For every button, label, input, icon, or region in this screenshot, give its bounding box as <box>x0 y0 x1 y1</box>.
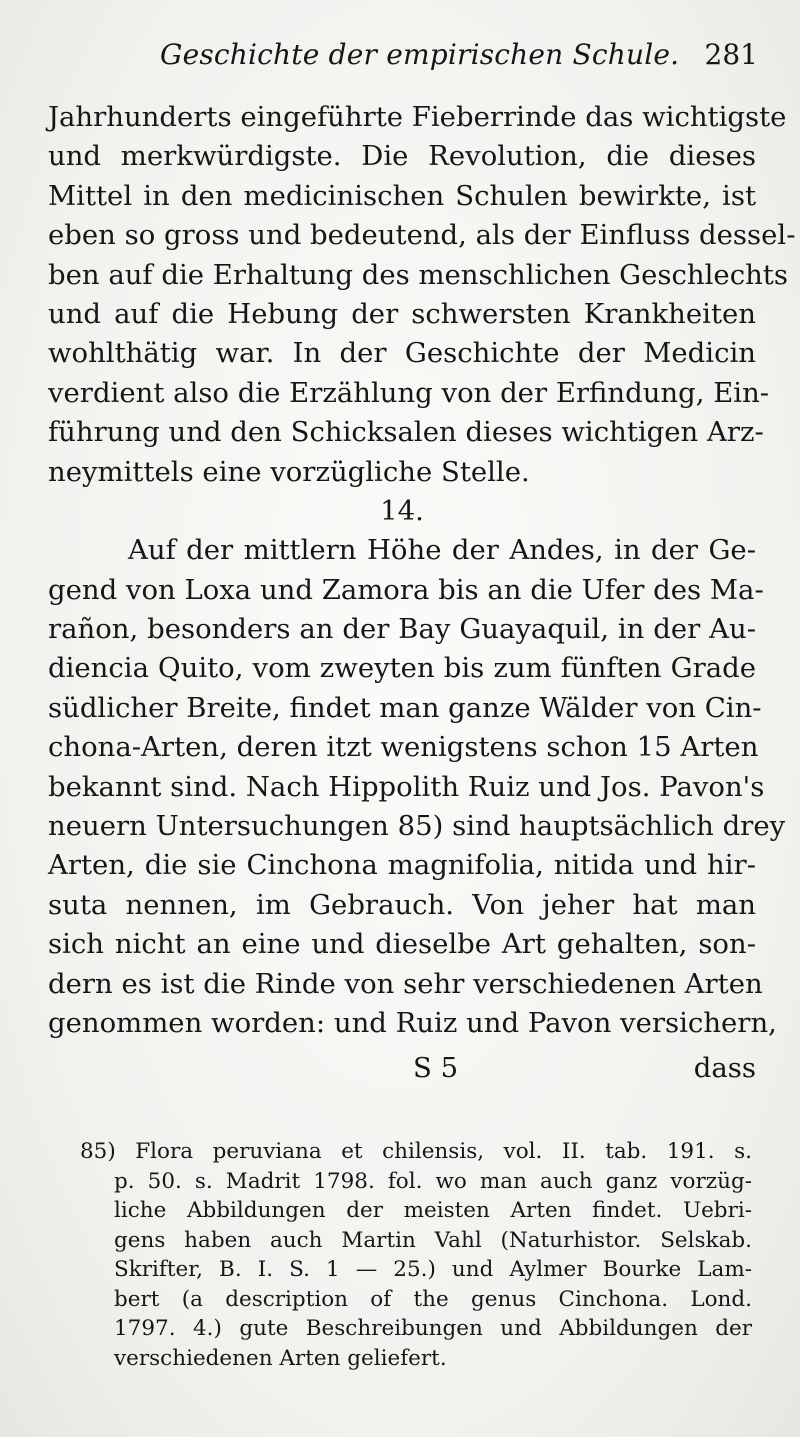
text-line: diencia Quito, vom zweyten bis zum fünften Grade <box>48 652 756 685</box>
text-line: Mittel in den medicinischen Schulen bewirkte, ist <box>48 179 756 212</box>
text-line: eben so gross und bedeutend, als der Einfluss dessel- <box>48 219 796 252</box>
footnote-line: gens haben auch Martin Vahl (Naturhistor. Selskab. <box>114 1227 752 1253</box>
signature-mark: S 5 <box>413 1052 459 1084</box>
page-number: 281 <box>704 38 758 71</box>
text-line: südlicher Breite, findet man ganze Wälder von Cin- <box>48 691 762 724</box>
text-line: Arten, die sie Cinchona magnifolia, nitida und hir- <box>48 849 756 882</box>
text-line: neymittels eine vorzügliche Stelle. <box>48 455 530 488</box>
running-title: Geschichte der empirischen Schule. <box>160 38 680 71</box>
text-line: bekannt sind. Nach Hippolith Ruiz und Jos. Pavon's <box>48 770 765 803</box>
text-line: ben auf die Erhaltung des menschlichen Geschlechts <box>48 258 788 291</box>
text-line: neuern Untersuchungen 85) sind hauptsächlich drey <box>48 810 786 843</box>
text-line: chona-Arten, deren itzt wenigstens schon 15 Arten <box>48 731 759 764</box>
footnote-line: Skrifter, B. I. S. 1 — 25.) und Aylmer Bourke Lam- <box>114 1257 752 1282</box>
text-line: wohlthätig war. In der Geschichte der Medicin <box>48 337 756 370</box>
text-line: führung und den Schicksalen dieses wichtigen Arz- <box>48 416 764 449</box>
signature-line <box>48 1052 756 1092</box>
footnote-line: 85) Flora peruviana et chilensis, vol. II. tab. 191. s. <box>80 1139 752 1164</box>
footnote-line: p. 50. s. Madrit 1798. fol. wo man auch ganz vorzüg- <box>114 1168 752 1194</box>
text-line: dern es ist die Rinde von sehr verschiedenen Arten <box>48 967 763 1000</box>
text-line: Auf der mittlern Höhe der Andes, in der Ge- <box>128 534 756 567</box>
catchword: dass <box>693 1052 756 1084</box>
text-line: Jahrhunderts eingeführte Fieberrinde das wichtigste <box>48 101 787 133</box>
footnote-line: bert (a description of the genus Cinchona. Lond. <box>114 1286 752 1312</box>
footnote-line: liche Abbildungen der meisten Arten findet. Uebri- <box>114 1198 752 1223</box>
footnote-block <box>80 1137 752 1373</box>
text-line: suta nennen, im Gebrauch. Von jeher hat man <box>48 888 756 921</box>
text-line: und auf die Hebung der schwersten Krankheiten <box>48 297 756 330</box>
footnote-line: verschiedenen Arten geliefert. <box>114 1345 447 1371</box>
text-line: genommen worden: und Ruiz und Pavon versichern, <box>48 1006 777 1039</box>
main-text <box>48 98 796 1043</box>
text-line: gend von Loxa und Zamora bis an die Ufer des Ma- <box>48 573 764 606</box>
footnote-line: 1797. 4.) gute Beschreibungen und Abbildungen der <box>114 1316 752 1341</box>
section-number: 14. <box>380 494 424 527</box>
page-header <box>160 38 758 78</box>
text-line: verdient also die Erzählung von der Erfindung, Ein- <box>48 376 770 409</box>
text-line: rañon, besonders an der Bay Guayaquil, in der Au- <box>48 613 756 646</box>
text-line: sich nicht an eine und dieselbe Art gehalten, son- <box>48 928 756 961</box>
text-line: und merkwürdigste. Die Revolution, die dieses <box>48 140 756 173</box>
